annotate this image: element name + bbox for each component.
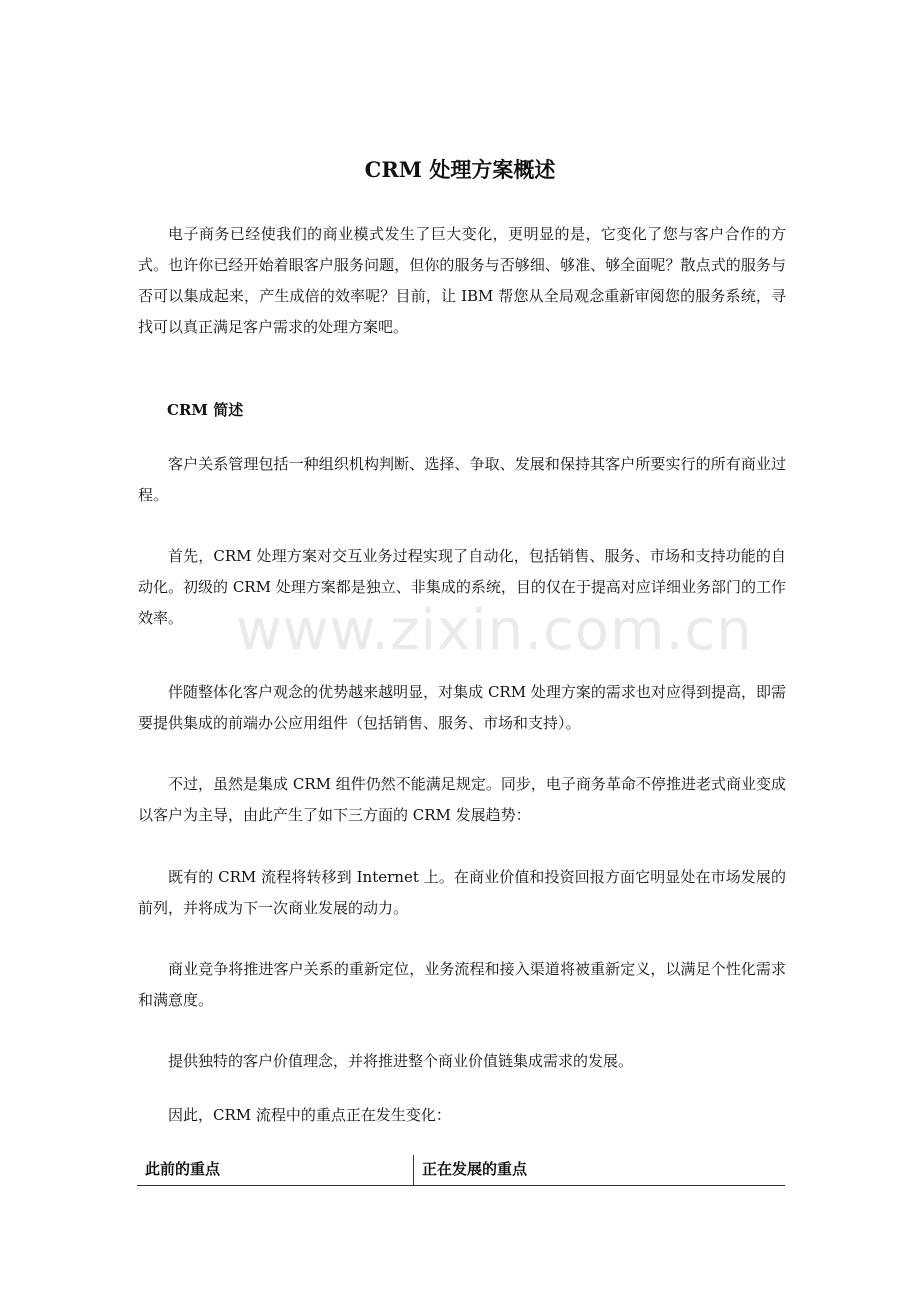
intro-paragraph: 电子商务已经使我们的商业模式发生了巨大变化，更明显的是，它变化了您与客户合作的方式。也许你已经开始着眼客户服务问题，但你的服务与否够细、够准、够全面呢？散点式的服务与否可以集成起来，产生成倍的效率呢？目前，让 IBM 帮您从全局观念重新审阅您的服务系统，寻找可以真正满足客户需求的处理方案吧。 [138, 225, 786, 336]
paragraph: 不过，虽然是集成 CRM 组件仍然不能满足规定。同步，电子商务革命不停推进老式商业变成以客户为主导，由此产生了如下三方面的 CRM 发展趋势： [138, 775, 786, 824]
paragraph: 首先，CRM 处理方案对交互业务过程实现了自动化，包括销售、服务、市场和支持功能的自动化。初级的 CRM 处理方案都是独立、非集成的系统，目的仅在于提高对应详细业务部门的工作效率。 [138, 547, 786, 627]
watermark-text: www.zixin.com.cn [236, 598, 753, 663]
section-heading: CRM 简述 [167, 401, 244, 419]
comparison-table [137, 1155, 785, 1186]
paragraph: 提供独特的客户价值理念，并将推进整个商业价值链集成需求的发展。 [168, 1052, 634, 1070]
paragraph: 因此，CRM 流程中的重点正在发生变化： [168, 1106, 451, 1124]
paragraph: 既有的 CRM 流程将转移到 Internet 上。在商业价值和投资回报方面它明显处在市场发展的前列，并将成为下一次商业发展的动力。 [138, 868, 786, 917]
table-header-current: 正在发展的重点 [422, 1160, 528, 1178]
table-header-previous: 此前的重点 [145, 1160, 221, 1178]
document-title: CRM 处理方案概述 [364, 157, 556, 182]
paragraph: 客户关系管理包括一种组织机构判断、选择、争取、发展和保持其客户所要实行的所有商业过程。 [138, 455, 786, 504]
paragraph: 商业竞争将推进客户关系的重新定位，业务流程和接入渠道将被重新定义，以满足个性化需求和满意度。 [138, 960, 786, 1009]
table-divider [413, 1155, 414, 1185]
paragraph: 伴随整体化客户观念的优势越来越明显，对集成 CRM 处理方案的需求也对应得到提高，即需要提供集成的前端办公应用组件（包括销售、服务、市场和支持）。 [138, 683, 786, 732]
